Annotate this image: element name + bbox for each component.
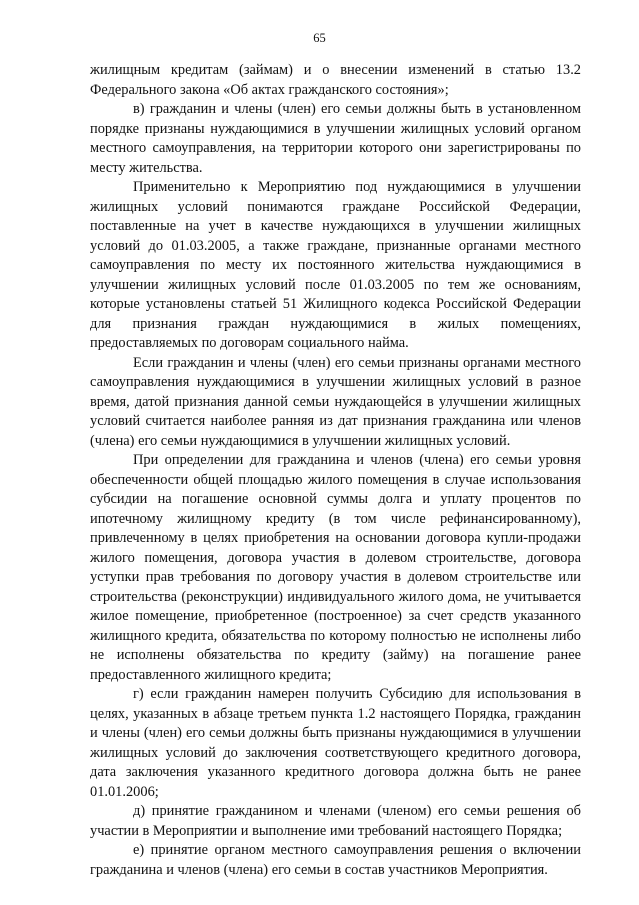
paragraph-item-d: д) принятие гражданином и членами (членом) его семьи решения об участии в Мероприятии и выполнение ими требований настоящего Порядка; xyxy=(90,803,581,839)
paragraph-definition: Применительно к Мероприятию под нуждающимися в улучшении жилищных условий понимаются граждане Российской Федерации, поставленные на учет в качестве нуждающихся в улучшении жилищных условий до 01.03.2005, а также граждане, признанные органами местного самоуправления по месту их постоянного жительства нуждающимися в улучшении жилищных условий после 01.03.2005 по тем же основаниям, которые установлены статьей 51 Жилищного кодекса Российской Федерации для признания граждан нуждающимися в жилых помещениях, предоставляемых по договорам социального найма. xyxy=(90,179,581,351)
paragraph-item-v: в) гражданин и члены (член) его семьи должны быть в установленном порядке признаны нуждающимися в улучшении жилищных условий органом местного самоуправления, на территории которого они зарегистрированы по месту жительства. xyxy=(90,101,581,176)
paragraph-continuation: жилищным кредитам (займам) и о внесении изменений в статью 13.2 Федерального закона «Об актах гражданского состояния»; xyxy=(90,62,581,98)
page-number: 65 xyxy=(313,31,326,45)
paragraph-item-e: е) принятие органом местного самоуправления решения о включении гражданина и членов (члена) его семьи в состав участников Мероприятия. xyxy=(90,842,581,878)
document-body xyxy=(90,61,581,880)
paragraph-housing-level: При определении для гражданина и членов (члена) его семьи уровня обеспеченности общей площадью жилого помещения в случае использования субсидии на погашение основной суммы долга и уплату процентов по ипотечному жилищному кредиту (в том числе рефинансированному), привлеченному в целях приобретения на основании договора купли-продажи жилого помещения, договора участия в долевом строительстве, договора уступки прав требования по договору участия в долевом строительстве или строительства (реконструкции) индивидуального жилого дома, не учитывается жилое помещение, приобретенное (построенное) за счет средств указанного жилищного кредита, обязательства по которому полностью не исполнены либо не исполнены обязательства по кредиту (займу) на погашение ранее предоставленного жилищного кредита; xyxy=(90,452,581,683)
paragraph-item-g: г) если гражданин намерен получить Субсидию для использования в целях, указанных в абзаце третьем пункта 1.2 настоящего Порядка, гражданин и члены (член) его семьи должны быть признаны нуждающимися в улучшении жилищных условий до заключения соответствующего кредитного договора, дата заключения указанного кредитного договора должна быть не ранее 01.01.2006; xyxy=(90,686,581,800)
paragraph-recognition-date: Если гражданин и члены (член) его семьи признаны органами местного самоуправления нуждающимися в улучшении жилищных условий в разное время, датой признания данной семьи нуждающейся в улучшении жилищных условий считается наиболее ранняя из дат признания гражданина или членов (члена) его семьи нуждающимися в улучшении жилищных условий. xyxy=(90,354,581,449)
